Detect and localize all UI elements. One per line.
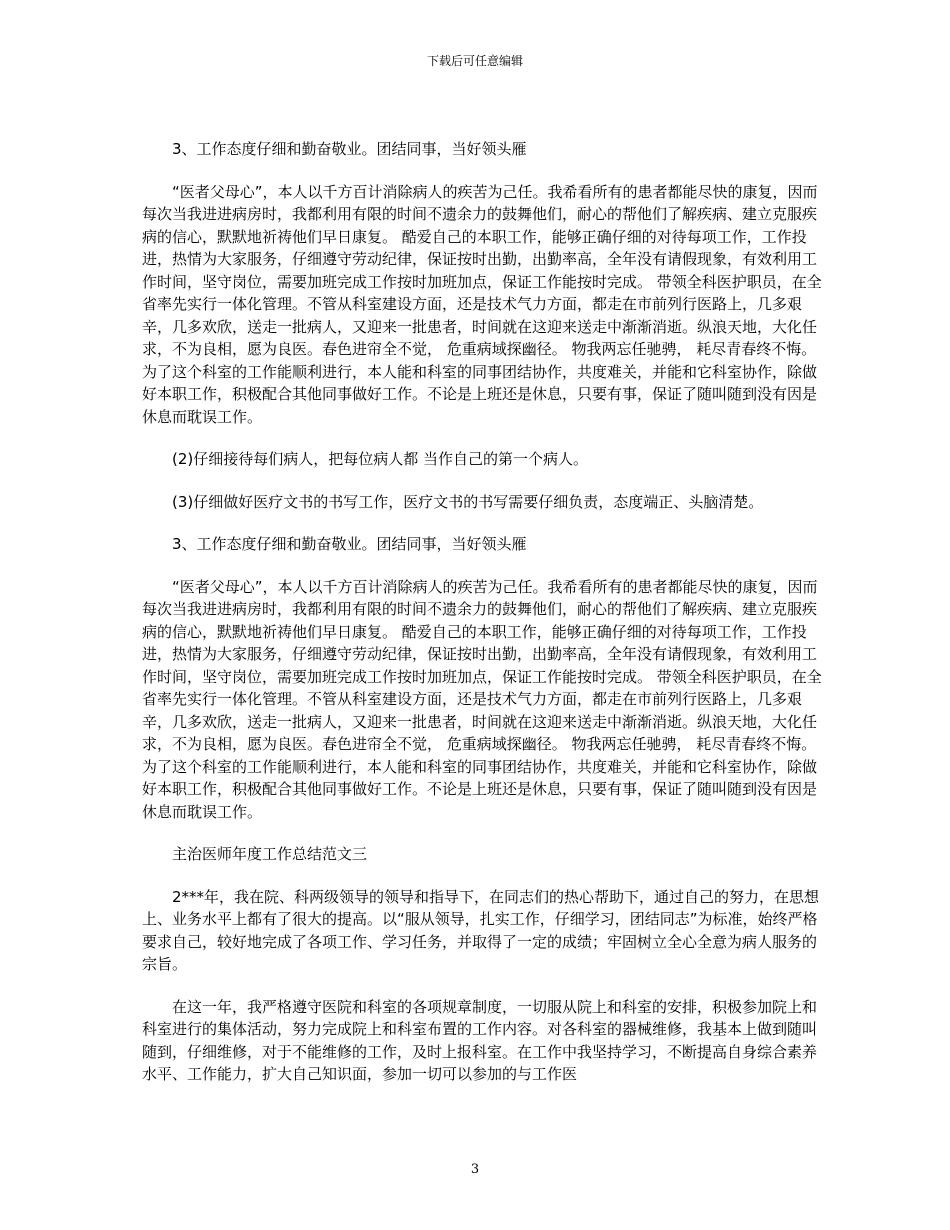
body-paragraph: 在这一年，我严格遵守医院和科室的各项规章制度，一切服从院上和科室的安排，积极参加院上和科室进行的集体活动，努力完成院上和科室布置的工作内容。对各科室的器械维修，我基本上做到随叫随到，仔细维修，对于不能维修的工作，及时上报科室。在工作中我坚持学习，不断提高自身综合素养水平、工作能力，扩大自己知识面，参加一切可以参加的与工作医 xyxy=(142,997,818,1083)
body-paragraph: 2***年，我在院、科两级领导的领导和指导下，在同志们的热心帮助下，通过自己的努力，在思想上、业务水平上都有了很大的提高。以“服从领导，扎实工作，仔细学习，团结同志”为标准，始终严格要求自己，较好地完成了各项工作、学习任务，并取得了一定的成绩；牢固树立全心全意为病人服务的宗旨。 xyxy=(142,887,820,973)
body-paragraph: “医者父母心”，本人以千方百计消除病人的疾苦为己任。我希看所有的患者都能尽快的康复，因而每次当我进进病房时，我都利用有限的时间不遗余力的鼓舞他们，耐心的帮他们了解疾病、建立克服疾病的信心，默默地祈祷他们早日康复。 酷爱自己的本职工作，能够正确仔细的对待每项工作，工作投进，热情为大家服务，仔细遵守劳动纪律，保证按时出勤，出勤率高，全年没有请假现象，有效利用工作时间，坚守岗位，需要加班完成工作按时加班加点，保证工作能按时完成。 带领全科医护职员，在全省率先实行一体化管理。不管从科室建设方面，还是技术气力方面，都走在市前列行医路上，几多艰辛，几多欢欣，送走一批病人，又迎来一批患者，时间就在这迎来送走中渐渐消逝。纵浪天地，大化任求，不为良相，愿为良医。春色进帘全不觉， 危重病域探幽径。 物我两忘任驰骋， 耗尽青春终不悔。为了这个科室的工作能顺利进行，本人能和科室的同事团结协作，共度难关，并能和它科室协作，除做好本职工作，积极配合其他同事做好工作。不论是上班还是休息，只要有事，保证了随叫随到没有因是休息而耽误工作。 xyxy=(142,577,822,821)
section-heading: 3、工作态度仔细和勤奋敬业。团结同事，当好领头雁 xyxy=(172,140,527,158)
section-heading: 3、工作态度仔细和勤奋敬业。团结同事，当好领头雁 xyxy=(172,535,527,553)
document-body xyxy=(142,138,822,1106)
page-header: 下载后可任意编辑 xyxy=(426,54,523,68)
list-item: (2)仔细接待每们病人，把每位病人都 当作自己的第一个病人。 xyxy=(172,450,589,468)
section-title: 主治医师年度工作总结范文三 xyxy=(172,845,368,863)
page-number: 3 xyxy=(470,1162,480,1177)
list-item: (3)仔细做好医疗文书的书写工作，医疗文书的书写需要仔细负责，态度端正、头脑清楚。 xyxy=(172,492,764,511)
body-paragraph: “医者父母心”，本人以千方百计消除病人的疾苦为己任。我希看所有的患者都能尽快的康复，因而每次当我进进病房时，我都利用有限的时间不遗余力的鼓舞他们，耐心的帮他们了解疾病、建立克服疾病的信心，默默地祈祷他们早日康复。 酷爱自己的本职工作，能够正确仔细的对待每项工作，工作投进，热情为大家服务，仔细遵守劳动纪律，保证按时出勤，出勤率高，全年没有请假现象，有效利用工作时间，坚守岗位，需要加班完成工作按时加班加点，保证工作能按时完成。 带领全科医护职员，在全省率先实行一体化管理。不管从科室建设方面，还是技术气力方面，都走在市前列行医路上，几多艰辛，几多欢欣，送走一批病人，又迎来一批患者，时间就在这迎来送走中渐渐消逝。纵浪天地，大化任求，不为良相，愿为良医。春色进帘全不觉， 危重病域探幽径。 物我两忘任驰骋， 耗尽青春终不悔。为了这个科室的工作能顺利进行，本人能和科室的同事团结协作，共度难关，并能和它科室协作，除做好本职工作，积极配合其他同事做好工作。不论是上班还是休息，只要有事，保证了随叫随到没有因是休息而耽误工作。 xyxy=(142,182,822,426)
